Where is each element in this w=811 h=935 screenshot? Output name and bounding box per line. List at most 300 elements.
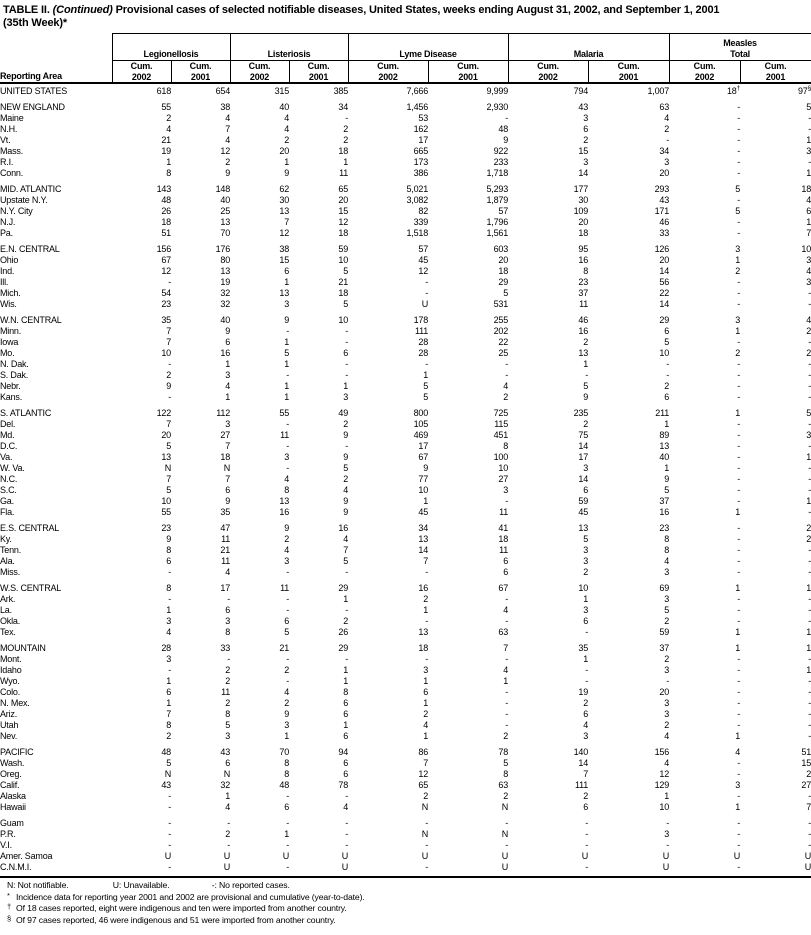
- value-cell: -: [737, 496, 741, 506]
- value-cell: 6: [583, 802, 589, 812]
- value-cell: 6: [343, 348, 349, 358]
- value-cell: N: [501, 802, 509, 812]
- reporting-area-cell: Okla.: [0, 616, 21, 626]
- value-cell: 30: [578, 195, 589, 205]
- value-cell: 2: [664, 124, 670, 134]
- reporting-area-cell: Wis.: [0, 299, 17, 309]
- reporting-area-cell: S. Dak.: [0, 370, 29, 380]
- value-cell: 27: [498, 474, 509, 484]
- value-cell: 29: [338, 643, 349, 653]
- value-cell: 3: [806, 277, 811, 287]
- value-cell: 6: [664, 326, 670, 336]
- reporting-area-cell: Vt.: [0, 135, 11, 145]
- value-cell: 51: [161, 228, 171, 238]
- value-cell: U: [804, 862, 811, 872]
- value-cell: -: [505, 698, 509, 708]
- reporting-area-cell: Mont.: [0, 654, 22, 664]
- value-cell: 15: [279, 255, 290, 265]
- value-cell: 34: [418, 523, 429, 533]
- value-cell: 1: [423, 496, 429, 506]
- value-cell: U: [164, 851, 171, 861]
- table-row: [0, 337, 811, 348]
- value-cell: 4: [806, 315, 811, 325]
- value-cell: 6: [423, 687, 429, 697]
- value-cell: 63: [498, 780, 509, 790]
- value-cell: -: [737, 195, 741, 205]
- value-cell: 3: [664, 594, 670, 604]
- value-cell: -: [808, 337, 811, 347]
- value-cell: 28: [418, 337, 429, 347]
- reporting-area-cell: Mass.: [0, 146, 24, 156]
- value-cell: 2: [735, 266, 741, 276]
- value-cell: 8: [166, 720, 171, 730]
- value-cell: 29: [498, 277, 509, 287]
- table-row: [0, 758, 811, 769]
- value-cell: -: [425, 654, 429, 664]
- value-cell: -: [505, 654, 509, 664]
- table-row: [0, 731, 811, 742]
- value-cell: 27: [220, 430, 231, 440]
- value-cell: -: [345, 337, 349, 347]
- value-cell: 48: [279, 780, 290, 790]
- value-cell: N: [223, 463, 231, 473]
- value-cell: 4: [284, 113, 290, 123]
- table-row: [0, 665, 811, 676]
- value-cell: 18: [338, 146, 349, 156]
- value-cell: 140: [573, 747, 589, 757]
- value-cell: 1: [343, 594, 349, 604]
- value-cell: 1: [423, 731, 429, 741]
- value-cell: 19: [220, 277, 231, 287]
- value-cell: -: [286, 791, 290, 801]
- value-cell: 233: [493, 157, 509, 167]
- value-cell: 9: [343, 496, 349, 506]
- table-row: [0, 113, 811, 124]
- value-cell: 7: [225, 474, 231, 484]
- value-cell: 2: [343, 124, 349, 134]
- value-cell: 3: [166, 616, 171, 626]
- value-cell: 3: [423, 665, 429, 675]
- value-cell: -: [227, 818, 231, 828]
- value-cell: 12: [338, 217, 349, 227]
- col-header-cum-2002: Cum. 2002: [348, 61, 428, 84]
- value-cell: -: [737, 135, 741, 145]
- value-cell: 4: [664, 758, 670, 768]
- value-cell: 1: [423, 698, 429, 708]
- value-cell: 2: [225, 829, 231, 839]
- value-cell: -: [737, 124, 741, 134]
- reporting-area-cell: N.H.: [0, 124, 18, 134]
- value-cell: 11: [579, 299, 589, 309]
- value-cell: 5: [343, 266, 349, 276]
- value-cell: 86: [418, 747, 429, 757]
- value-cell: 1: [806, 168, 811, 178]
- table-row: [0, 299, 811, 310]
- value-cell: -: [737, 430, 741, 440]
- value-cell: -: [808, 791, 811, 801]
- group-label: Malaria: [573, 49, 604, 59]
- value-cell: 6: [343, 709, 349, 719]
- value-cell: 2: [284, 698, 290, 708]
- value-cell: 3: [583, 157, 589, 167]
- value-cell: 6: [284, 802, 290, 812]
- value-cell: 654: [215, 86, 231, 96]
- value-cell: -: [425, 862, 429, 872]
- value-cell: 9: [225, 326, 231, 336]
- value-cell: 48: [161, 195, 171, 205]
- reporting-area-cell: NEW ENGLAND: [0, 102, 65, 112]
- table-row: [0, 381, 811, 392]
- value-cell: 63: [659, 102, 670, 112]
- value-cell: 43: [220, 747, 231, 757]
- value-cell: -: [737, 217, 741, 227]
- reporting-area-cell: Ohio: [0, 255, 19, 265]
- value-cell: 30: [279, 195, 290, 205]
- value-cell: 27: [801, 780, 811, 790]
- value-cell: -: [737, 277, 741, 287]
- value-cell: U: [662, 851, 670, 861]
- value-cell: 16: [659, 507, 670, 517]
- value-cell: 65: [418, 780, 429, 790]
- value-cell: -: [808, 840, 811, 850]
- value-cell: 13: [220, 217, 231, 227]
- reporting-area-cell: C.N.M.I.: [0, 862, 32, 872]
- table-row: [0, 862, 811, 873]
- value-cell: -: [425, 277, 429, 287]
- value-cell: -: [737, 698, 741, 708]
- value-cell: 1: [284, 337, 290, 347]
- value-cell: 13: [279, 496, 290, 506]
- value-cell: 10: [578, 583, 589, 593]
- value-cell: 8: [664, 545, 670, 555]
- value-cell: -: [168, 277, 171, 287]
- value-cell: -: [737, 485, 741, 495]
- value-cell: -: [345, 359, 349, 369]
- value-cell: 9: [284, 523, 290, 533]
- reporting-area-cell: Hawaii: [0, 802, 26, 812]
- value-cell: 33: [659, 228, 670, 238]
- reporting-area-cell: Ill.: [0, 277, 9, 287]
- value-cell: 3: [225, 616, 231, 626]
- value-cell: 1: [806, 217, 811, 227]
- value-cell: 1: [806, 135, 811, 145]
- value-cell: -: [808, 556, 811, 566]
- table-row: [0, 135, 811, 146]
- table-row: [0, 326, 811, 337]
- value-cell: -: [666, 840, 670, 850]
- value-cell: 202: [493, 326, 509, 336]
- value-cell: 1: [735, 507, 741, 517]
- value-cell: U: [501, 851, 509, 861]
- value-cell: 1: [423, 370, 429, 380]
- value-cell: 3: [664, 698, 670, 708]
- value-cell: -: [808, 299, 811, 309]
- value-cell: 1: [343, 665, 349, 675]
- value-cell: 7: [284, 217, 290, 227]
- value-cell: 17: [220, 583, 231, 593]
- value-cell: 32: [220, 299, 231, 309]
- value-cell: 6: [583, 124, 589, 134]
- value-cell: 4: [735, 747, 741, 757]
- legend-not-notifiable: N: Not notifiable.: [7, 880, 69, 890]
- value-cell: 2: [806, 534, 811, 544]
- value-cell: -: [808, 113, 811, 123]
- value-cell: 14: [578, 441, 589, 451]
- table-row: [0, 676, 811, 687]
- value-cell: -: [168, 665, 171, 675]
- value-cell: -: [737, 769, 741, 779]
- group-label-line1: Measles: [723, 38, 757, 48]
- value-cell: -: [585, 862, 589, 872]
- reporting-area-cell: UNITED STATES: [0, 86, 68, 96]
- value-cell: -: [808, 567, 811, 577]
- reporting-area-cell: Utah: [0, 720, 19, 730]
- value-cell: 20: [659, 168, 670, 178]
- value-cell: 10: [659, 348, 670, 358]
- value-cell: 4: [343, 802, 349, 812]
- value-cell: 67: [498, 583, 509, 593]
- value-cell: 13: [418, 534, 429, 544]
- reporting-area-cell: Iowa: [0, 337, 19, 347]
- value-cell: 25: [220, 206, 231, 216]
- value-cell: 9,999: [486, 86, 509, 96]
- table-row: [0, 408, 811, 419]
- value-cell: 25: [498, 348, 509, 358]
- footnotes: [0, 878, 811, 925]
- reporting-area-cell: W.S. CENTRAL: [0, 583, 62, 593]
- value-cell: -: [808, 507, 811, 517]
- value-cell: 13: [161, 452, 171, 462]
- value-cell: -: [425, 616, 429, 626]
- value-cell: U: [581, 851, 589, 861]
- value-cell: 56: [659, 277, 670, 287]
- value-cell: 5: [343, 463, 349, 473]
- value-cell: 111: [414, 326, 429, 336]
- value-cell: -: [505, 720, 509, 730]
- value-cell: 9: [284, 709, 290, 719]
- table-row: [0, 184, 811, 195]
- value-cell: 2: [284, 534, 290, 544]
- value-cell: 3: [583, 556, 589, 566]
- value-cell: 8: [166, 583, 171, 593]
- value-cell: 14: [418, 545, 429, 555]
- value-cell: -: [227, 594, 231, 604]
- value-cell: -: [737, 337, 741, 347]
- value-cell: 20: [279, 146, 290, 156]
- value-cell: 1: [664, 419, 670, 429]
- reporting-area-cell: Ariz.: [0, 709, 18, 719]
- value-cell: 6: [503, 556, 509, 566]
- value-cell: -: [737, 818, 741, 828]
- value-cell: 1: [284, 381, 290, 391]
- value-cell: 14: [578, 474, 589, 484]
- disease-table: [0, 33, 811, 873]
- value-cell: 29: [338, 583, 349, 593]
- value-cell: 18: [338, 288, 349, 298]
- value-cell: 9: [503, 135, 509, 145]
- value-cell: 171: [654, 206, 670, 216]
- value-cell: 11: [280, 430, 290, 440]
- value-cell: 725: [493, 408, 509, 418]
- col-header-cum-2001: Cum. 2001: [289, 61, 348, 84]
- value-cell: 5,021: [406, 184, 429, 194]
- table-row: [0, 124, 811, 135]
- value-cell: 10: [338, 255, 349, 265]
- value-cell: 70: [220, 228, 231, 238]
- footnote-marker: †: [736, 85, 741, 92]
- legend-unavailable: U: Unavailable.: [112, 880, 170, 890]
- value-cell: -: [808, 392, 811, 402]
- value-cell: 6: [583, 616, 589, 626]
- value-cell: -: [808, 288, 811, 298]
- value-cell: 45: [578, 507, 589, 517]
- table-row: [0, 594, 811, 605]
- value-cell: 2,930: [486, 102, 509, 112]
- value-cell: 59: [578, 496, 589, 506]
- table-row: [0, 244, 811, 255]
- reporting-area-cell: P.R.: [0, 829, 16, 839]
- value-cell: 7,666: [406, 86, 429, 96]
- value-cell: 8: [166, 168, 171, 178]
- value-cell: 1: [583, 594, 589, 604]
- value-cell: -: [666, 370, 670, 380]
- reporting-area-cell: S.C.: [0, 485, 17, 495]
- value-cell: 7: [166, 337, 171, 347]
- value-cell: -: [168, 818, 171, 828]
- value-cell: -: [737, 370, 741, 380]
- table-row: [0, 523, 811, 534]
- value-cell: 43: [659, 195, 670, 205]
- value-cell: 2: [583, 337, 589, 347]
- value-cell: -: [737, 665, 741, 675]
- value-cell: 13: [279, 206, 290, 216]
- value-cell: 10: [418, 485, 429, 495]
- table-title-continued: (Continued): [52, 4, 113, 16]
- value-cell: -: [808, 545, 811, 555]
- value-cell: -: [168, 359, 171, 369]
- table-row: [0, 534, 811, 545]
- value-cell: 35: [161, 315, 171, 325]
- reporting-area-cell: Nev.: [0, 731, 18, 741]
- value-cell: 235: [573, 408, 589, 418]
- group-header-measles-total: [669, 34, 811, 61]
- value-cell: 794: [573, 86, 589, 96]
- value-cell: 20: [161, 430, 171, 440]
- value-cell: -: [808, 359, 811, 369]
- value-cell: 1: [806, 452, 811, 462]
- value-cell: -: [585, 818, 589, 828]
- col-header-cum-2001: Cum. 2001: [740, 61, 811, 84]
- value-cell: 2: [583, 135, 589, 145]
- value-cell: -: [808, 676, 811, 686]
- value-cell: 385: [333, 86, 349, 96]
- table-row: [0, 583, 811, 594]
- value-cell: -: [737, 567, 741, 577]
- value-cell: 5: [284, 348, 290, 358]
- value-cell: 18: [498, 266, 509, 276]
- reporting-area-cell: Wyo.: [0, 676, 20, 686]
- value-cell: 7: [225, 441, 231, 451]
- value-cell: 4: [284, 687, 290, 697]
- value-cell: 3: [503, 485, 509, 495]
- value-cell: 2: [284, 665, 290, 675]
- value-cell: 2: [284, 135, 290, 145]
- value-cell: 78: [498, 747, 509, 757]
- value-cell: -: [505, 818, 509, 828]
- value-cell: 176: [215, 244, 231, 254]
- value-cell: 67: [418, 452, 429, 462]
- value-cell: -: [286, 862, 290, 872]
- value-cell: -: [808, 616, 811, 626]
- value-cell: 2: [343, 616, 349, 626]
- value-cell: 55: [279, 408, 290, 418]
- value-cell: -: [808, 654, 811, 664]
- table-row: [0, 687, 811, 698]
- value-cell: 100: [493, 452, 509, 462]
- value-cell: 173: [413, 157, 429, 167]
- table-row: [0, 206, 811, 217]
- value-cell: -: [737, 474, 741, 484]
- value-cell: 20: [498, 255, 509, 265]
- value-cell: -: [505, 840, 509, 850]
- value-cell: 19: [161, 146, 171, 156]
- value-cell: 9: [343, 430, 349, 440]
- value-cell: -: [505, 616, 509, 626]
- value-cell: 54: [161, 288, 171, 298]
- reporting-area-cell: Fla.: [0, 507, 15, 517]
- value-cell: -: [737, 720, 741, 730]
- value-cell: 603: [493, 244, 509, 254]
- value-cell: 7: [503, 643, 509, 653]
- value-cell: 112: [216, 408, 231, 418]
- value-cell: 97§: [797, 85, 811, 96]
- value-cell: -: [505, 113, 509, 123]
- value-cell: 8: [166, 545, 171, 555]
- value-cell: 11: [499, 545, 509, 555]
- value-cell: 15: [578, 146, 589, 156]
- value-cell: 16: [220, 348, 231, 358]
- value-cell: -: [345, 791, 349, 801]
- value-cell: 6: [343, 731, 349, 741]
- value-cell: U: [421, 299, 429, 309]
- value-cell: -: [345, 840, 349, 850]
- value-cell: -: [737, 392, 741, 402]
- value-cell: -: [425, 288, 429, 298]
- value-cell: 13: [578, 348, 589, 358]
- value-cell: -: [737, 594, 741, 604]
- value-cell: 9: [225, 496, 231, 506]
- value-cell: -: [168, 802, 171, 812]
- table-row: [0, 496, 811, 507]
- value-cell: 18†: [726, 85, 741, 96]
- value-cell: -: [737, 113, 741, 123]
- table-row: [0, 359, 811, 370]
- table-row: [0, 709, 811, 720]
- reporting-area-cell: Miss.: [0, 567, 20, 577]
- reporting-area-cell: Mo.: [0, 348, 15, 358]
- value-cell: 2: [806, 348, 811, 358]
- reporting-area-header: Reporting Area: [0, 34, 112, 84]
- legend-no-reported-cases: -: No reported cases.: [211, 880, 290, 890]
- value-cell: 45: [418, 507, 429, 517]
- reporting-area-cell: N. Mex.: [0, 698, 30, 708]
- value-cell: 6: [583, 709, 589, 719]
- value-cell: 3,082: [406, 195, 429, 205]
- value-cell: 5: [664, 485, 670, 495]
- footnote-asterisk: [7, 891, 811, 903]
- value-cell: 40: [279, 102, 290, 112]
- value-cell: 3: [735, 244, 741, 254]
